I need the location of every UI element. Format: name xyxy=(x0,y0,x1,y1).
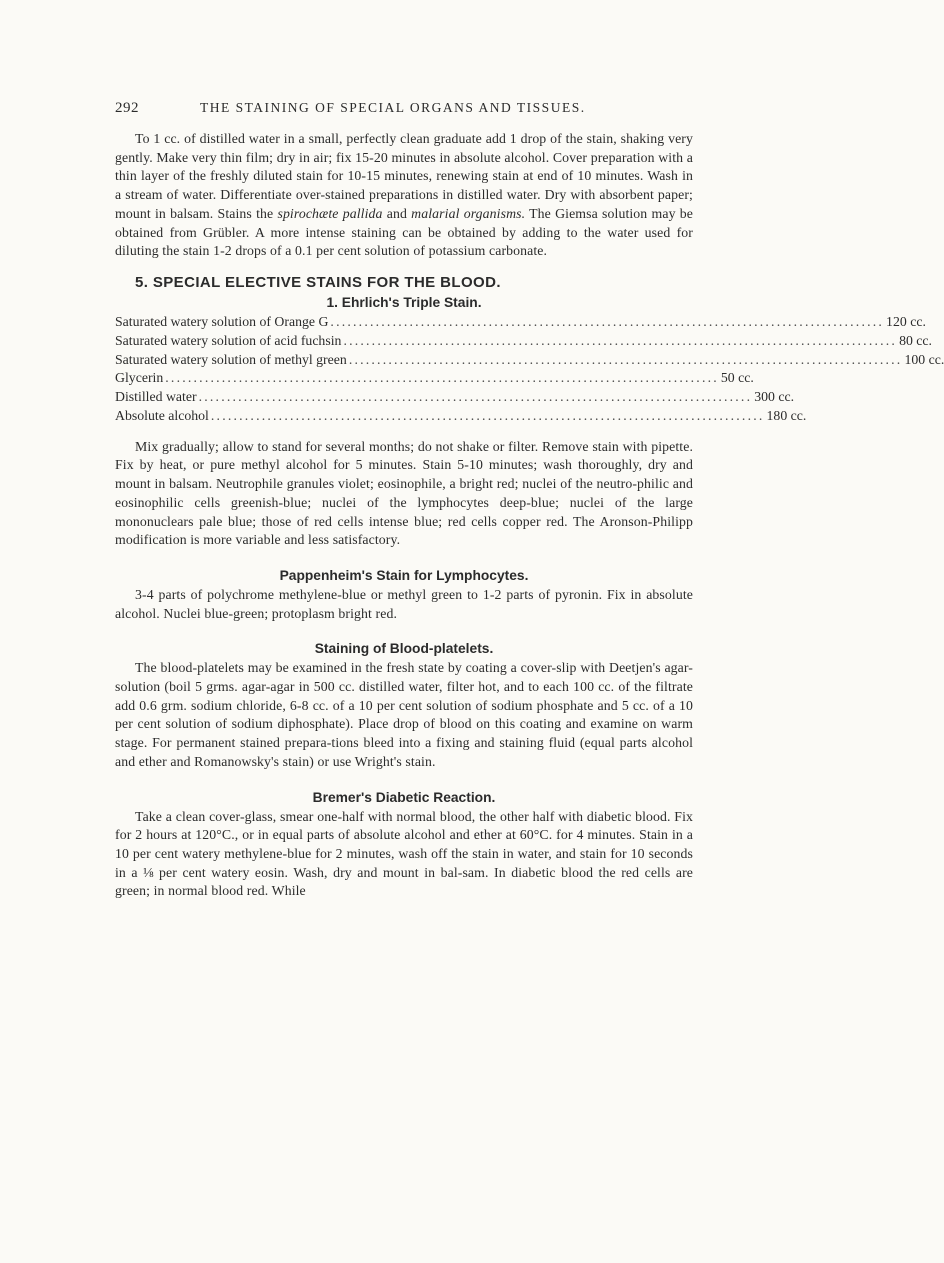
page-number: 292 xyxy=(115,100,139,116)
recipe-row xyxy=(115,388,795,407)
ehrlich-paragraph: Mix gradually; allow to stand for several months; do not shake or filter. Remove stain with pipette. Fix by heat, or pure methyl alcohol for 5 minutes. Stain 5-10 minutes; wash thoroughly, dry and mount in balsam. Neutrophile granules violet; eosinophile, a bright red; nuclei of the neutro-philic and eosinophilic cells greenish-blue; nuclei of the lymphocytes deep-blue; nuclei of the large mononuclears pale blue; those of red cells intense blue; red cells copper red. The Aronson-Philipp modification is more variable and less satisfactory. xyxy=(115,438,693,548)
leader-dots: .................................................................................................. xyxy=(330,313,885,329)
bremer-paragraph: Take a clean cover-glass, smear one-half with normal blood, the other half with diabetic blood. Fix for 2 hours at 120°C., or in equal parts of absolute alcohol and ether at 60°C. for 4 minutes. Stain in a 10 per cent watery methylene-blue for 2 minutes, wash off the stain in water, and stain for 10 seconds in a ⅛ per cent watery eosin. Wash, dry and mount in bal-sam. In diabetic blood the red cells are green; in normal blood red. While xyxy=(115,808,693,899)
recipe-row xyxy=(115,407,807,426)
recipe-ingredient: Saturated watery solution of acid fuchsin xyxy=(115,332,342,348)
recipe-quantity: 120 cc. xyxy=(886,313,926,329)
book-page xyxy=(115,100,944,901)
bremer-heading: Bremer's Diabetic Reaction. xyxy=(312,789,496,805)
recipe-row xyxy=(115,369,754,388)
running-head: THE STAINING OF SPECIAL ORGANS AND TISSUES. xyxy=(200,100,586,115)
platelets-heading: Staining of Blood-platelets. xyxy=(314,641,494,657)
pappenheim-paragraph: 3-4 parts of polychrome methylene-blue or methyl green to 1-2 parts of pyronin. Fix in absolute alcohol. Nuclei blue-green; protoplasm bright red. xyxy=(115,586,693,621)
pappenheim-heading: Pappenheim's Stain for Lymphocytes. xyxy=(279,567,529,583)
recipe-quantity: 300 cc. xyxy=(754,389,795,405)
leader-dots: .................................................................................................. xyxy=(348,351,903,367)
recipe-quantity: 100 cc. xyxy=(904,351,944,367)
recipe-ingredient: Glycerin xyxy=(115,370,164,386)
recipe-ingredient: Absolute alcohol xyxy=(115,407,209,423)
ehrlich-recipe xyxy=(115,313,944,426)
recipe-quantity: 50 cc. xyxy=(720,370,754,386)
ehrlich-heading: 1. Ehrlich's Triple Stain. xyxy=(326,294,482,310)
recipe-ingredient: Saturated watery solution of methyl green xyxy=(115,351,347,367)
recipe-row xyxy=(115,313,926,332)
platelets-paragraph: The blood-platelets may be examined in the fresh state by coating a cover-slip with Deetjen's agar-solution (boil 5 grms. agar-agar in 500 cc. distilled water, filter hot, and to each 100 cc. of the filtrate add 0.6 grm. sodium chloride, 6-8 cc. of a 10 per cent solution of sodium phosphate and 5 cc. of a 10 per cent solution of sodium diphosphate). Place drop of blood on this coating and examine on warm stage. For permanent stained prepara-tions bleed into a fixing and staining fluid (equal parts alcohol and ether and Romanowsky's stain) or use Wright's stain. xyxy=(115,660,693,769)
leader-dots: .................................................................................................. xyxy=(198,389,753,405)
italic-term: spirochæte pallida xyxy=(277,205,383,221)
section-heading: 5. SPECIAL ELECTIVE STAINS FOR THE BLOOD. xyxy=(135,273,501,291)
recipe-row xyxy=(115,332,933,351)
recipe-ingredient: Saturated watery solution of Orange G xyxy=(115,313,329,329)
recipe-row xyxy=(115,351,944,370)
recipe-quantity: 80 cc. xyxy=(899,332,933,348)
leader-dots: .................................................................................................. xyxy=(343,332,898,348)
page-header xyxy=(115,100,693,130)
leader-dots: .................................................................................................. xyxy=(210,407,765,423)
intro-paragraph: To 1 cc. of distilled water in a small, perfectly clean graduate add 1 drop of the stain, shaking very gently. Make very thin film; dry in air; fix 15-20 minutes in absolute alcohol. Cover preparation with a thin layer of the freshly diluted stain for 10-15 minutes, renewing stain at end of 10 minutes. Wash in a stream of water. Differentiate over-stained preparations in distilled water. Dry with absorbent paper; mount in balsam. Stains the spirochæte pallida and malarial organisms. The Giemsa solution may be obtained from Grübler. A more intense staining can be obtained by adding to the water used for diluting the stain 1-2 drops of a 0.1 per cent solution of potassium carbonate. xyxy=(115,131,694,259)
leader-dots: .................................................................................................. xyxy=(165,370,719,386)
recipe-quantity: 180 cc. xyxy=(766,407,807,423)
italic-term: malarial organisms. xyxy=(411,205,526,221)
recipe-ingredient: Distilled water xyxy=(115,389,197,405)
